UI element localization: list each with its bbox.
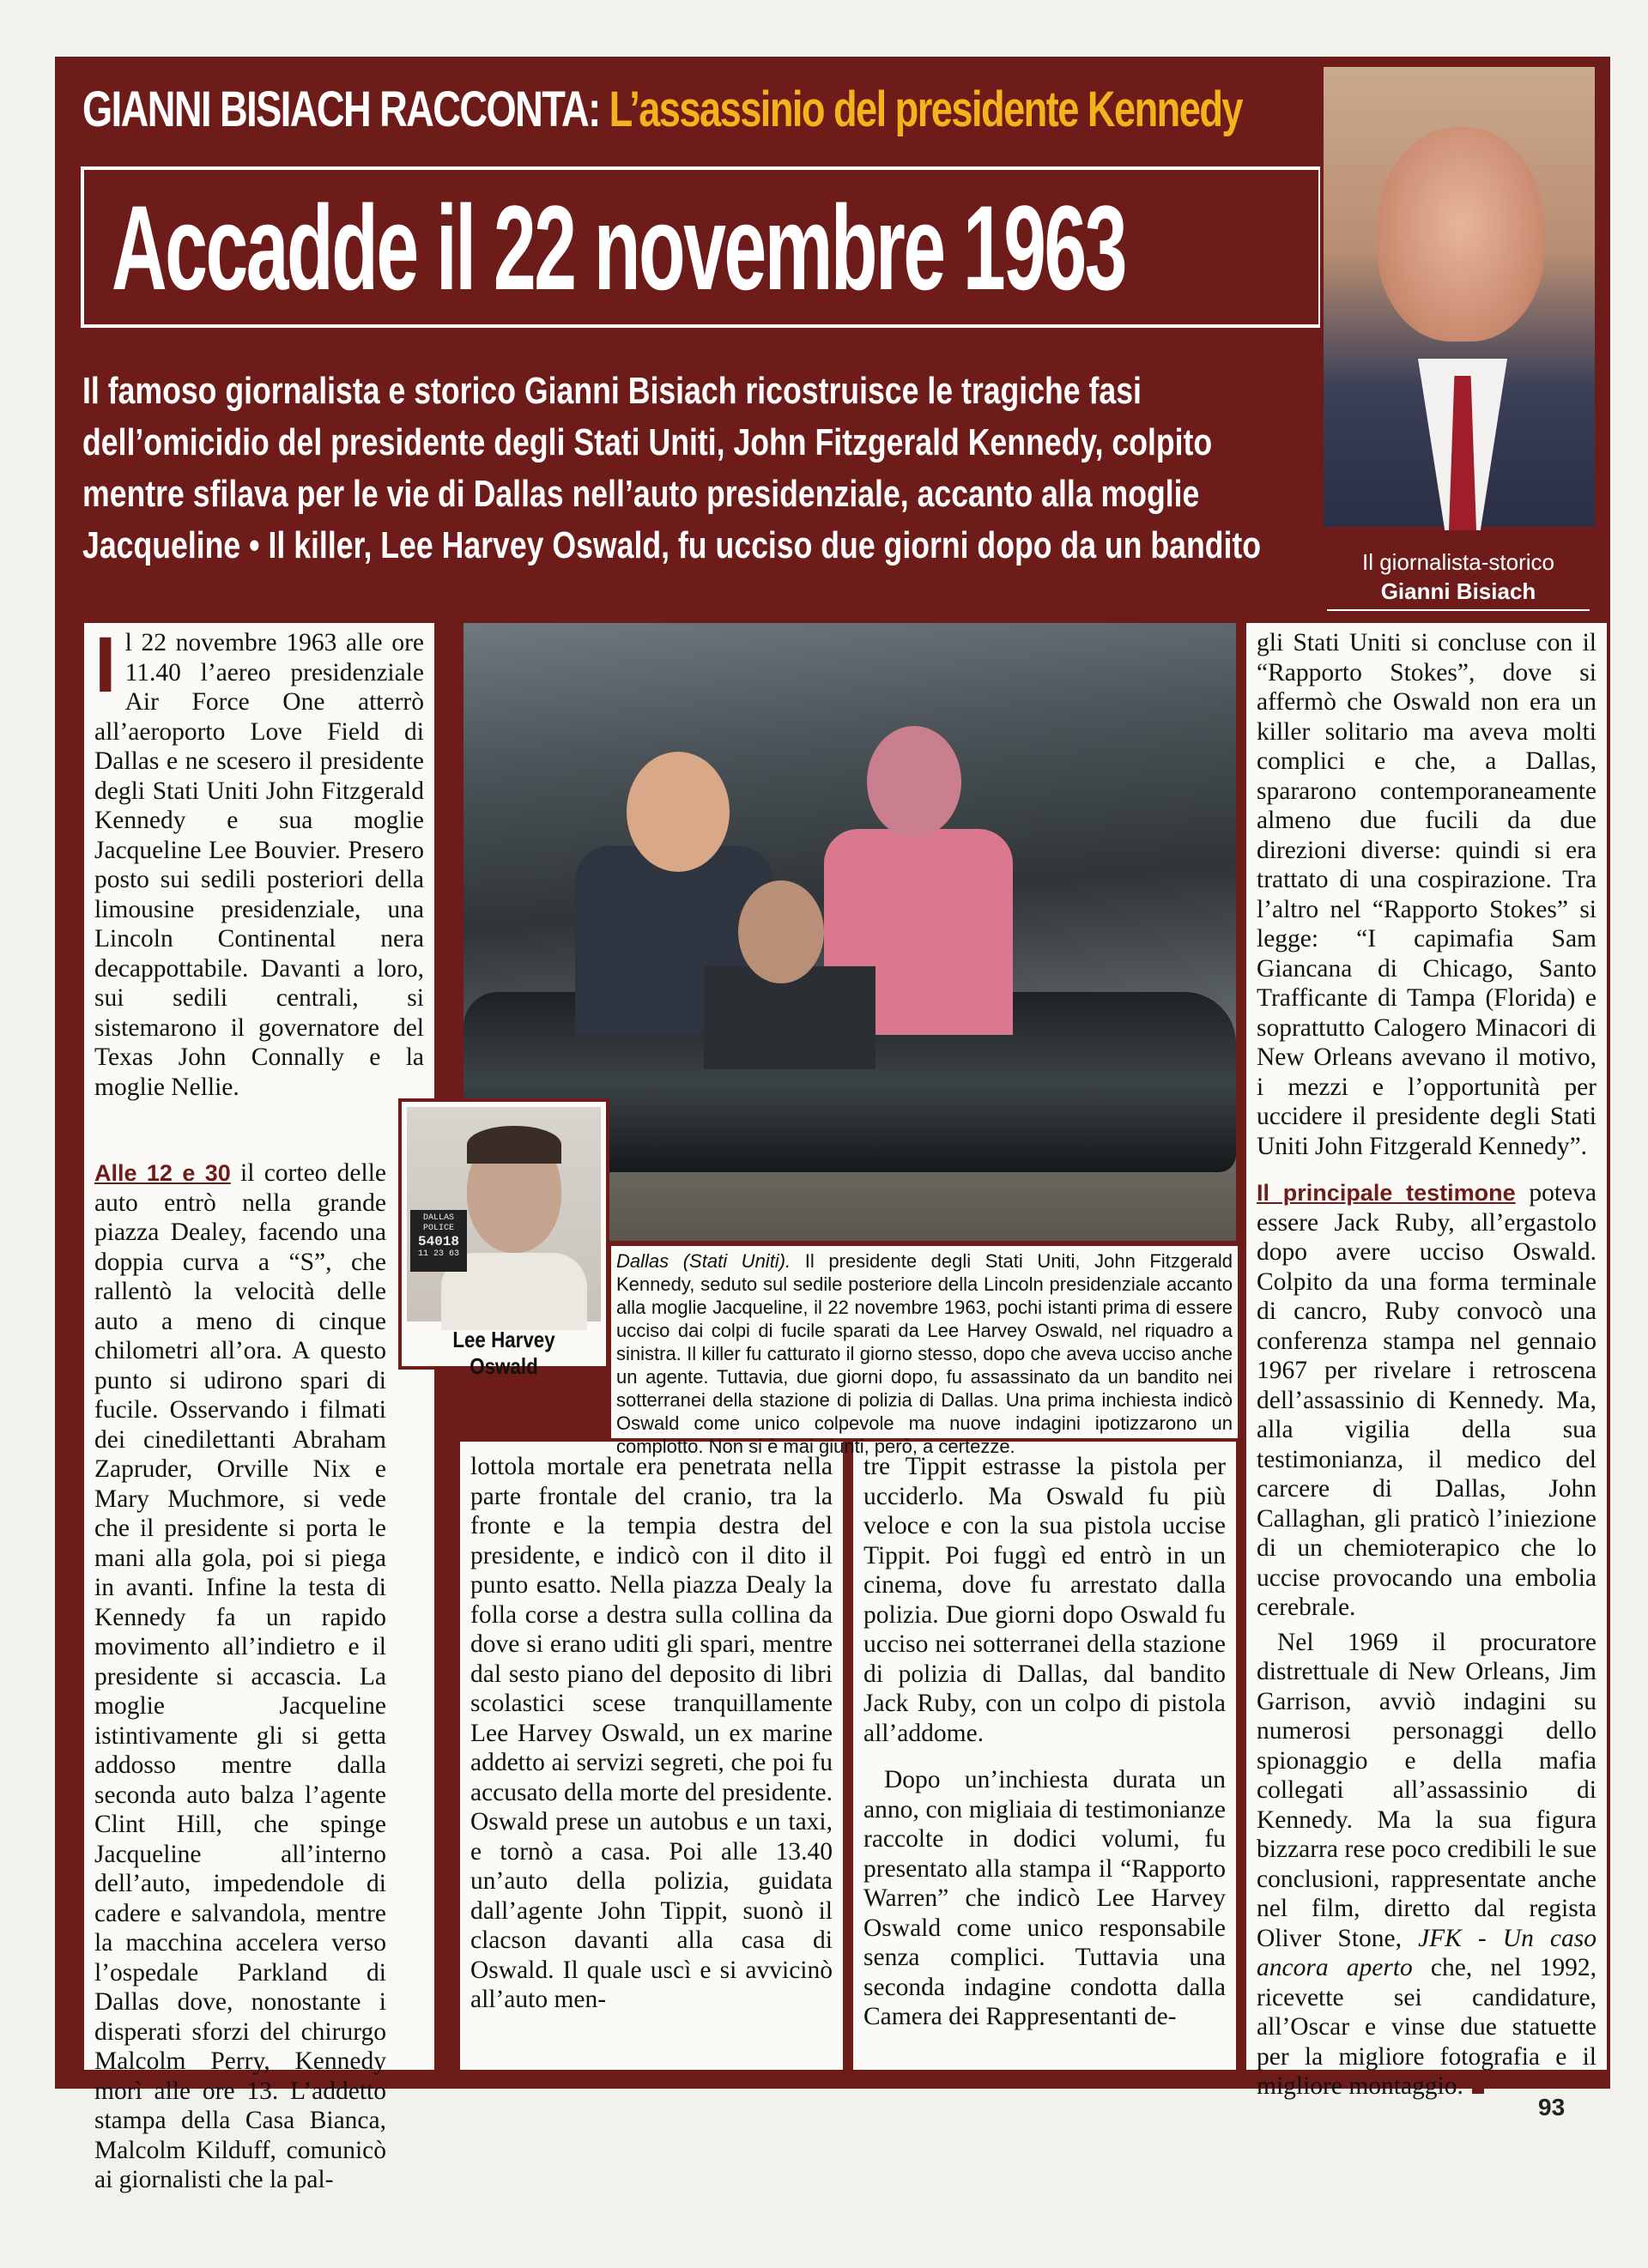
deck-line: Jacqueline • Il killer, Lee Harvey Oswald, fu ucciso due giorni dopo da un bandito [82, 524, 1262, 566]
photo-figure [627, 752, 730, 872]
plaque-top: DALLAS POLICE [422, 1213, 454, 1233]
oswald-mugshot [398, 1098, 609, 1379]
col4-text-3: Nel 1969 il procuratore distrettuale di New Orleans, Jim Garrison, avviò indagini su numerosi personaggi dello spionaggio e della mafia collegati all’assassinio di Kennedy. Ma la sua figura bizzarra rese poco credibili le sue conclusioni, rappresentate anche nel film, diretto dal regista Oliver Stone, [1257, 1628, 1596, 1952]
article-column-4 [1246, 623, 1607, 2100]
col4-text-2: poteva essere Jack Ruby, all’ergastolo dopo avere ucciso Oswald. Colpito da una forma terminale di cancro, Ruby convocò una conferenza stampa nel gennaio 1967 per rivelare i retroscena dell’assassinio di Kennedy. Ma, alla vigilia della sua testimonianza, il medico del carcere di Dallas, John Callaghan, gli praticò l’iniezione di un chemioterapico che lo uccise provocando una embolia cerebrale. [1257, 1179, 1596, 1621]
col1-text-2: il corteo delle auto entrò nella grande piazza Dealey, facendo una doppia curva a “S”, che rallentò la velocità delle auto a meno di cinque chilometri all’ora. A questo punto si udirono spari di fucile. Osservando i filmati dei cinedilettanti Abraham Zapruder, Orville Nix e Mary Muchmore, si vede che il presidente si porta le mani alla gola, poi si piega in avanti. Infine la testa di Kennedy fa un rapido movimento all’indietro e il presidente si accascia. La moglie Jacqueline istintivamente gli si getta addosso mentre dalla seconda auto balza l’agente Clint Hill, che spinge Jacqueline all’interno dell’auto, impedendole di cadere e salvandola, mentre la macchina accelera verso l’ospedale Parkland di Dallas dove, nonostante i disperati sforzi del chirurgo Malcolm Perry, Kennedy morì alle ore 13. L’addetto stampa della Casa Bianca, Malcolm Kilduff, comunicò ai giornalisti che la pal- [94, 1159, 386, 2193]
caption-text-2: Il killer fu catturato il giorno stesso, dopo che aveva ucciso anche un agente. Tuttavia, due giorni dopo, fu assassinato da un bandito nei sotterranei della stazione di polizia di Dallas. Una prima inchiesta indicò Oswald come unico colpevole ma nuove indagini ipotizzarono un complotto. Non si è mai giunti, però, a certezze. [616, 1343, 1233, 1457]
runin-heading: Il principale testimone [1257, 1180, 1516, 1206]
deck [82, 366, 1334, 572]
caption-rule [1327, 609, 1590, 611]
mugshot-image [407, 1107, 601, 1321]
mugshot-hair [467, 1126, 561, 1164]
caption-place: Dallas (Stati Uniti). [616, 1250, 791, 1272]
article-column-2 [460, 1442, 843, 2070]
kicker-lead: GIANNI BISIACH RACCONTA: [82, 82, 600, 137]
end-mark-icon [1472, 2082, 1484, 2094]
deck-line: dell’omicidio del presidente degli Stati Uniti, John Fitzgerald Kennedy, colpito [82, 421, 1213, 463]
plaque-number: 54018 [417, 1234, 459, 1249]
article-column-3 [853, 1442, 1236, 2070]
article-column-1-lower [84, 1121, 397, 2193]
mugshot-label: Lee Harvey Oswald [452, 1327, 555, 1379]
portrait-caption-name: Gianni Bisiach [1380, 578, 1536, 604]
paragraph [94, 621, 424, 1102]
kicker-topic: L’assassinio del presidente Kennedy [609, 82, 1243, 137]
photo-caption [611, 1246, 1238, 1457]
headline: Accadde il 22 novembre 1963 [112, 180, 1125, 315]
deck-line: Il famoso giornalista e storico Gianni Bisiach ricostruisce le tragiche fasi [82, 370, 1142, 412]
plaque-date: 11 23 63 [417, 1249, 459, 1259]
paragraph [1257, 1178, 1596, 1623]
paragraph [94, 1158, 386, 2195]
author-portrait [1320, 64, 1598, 530]
paragraph: Dopo un’inchiesta durata un anno, con migliaia di testimonianze raccolte in dodici volumi, fu presentato alla stampa il “Rapporto Warren” che indicò Lee Harvey Oswald come unico responsabile senza complici. Tuttavia una seconda indagine condotta dalla Camera dei Rappresentanti de- [863, 1766, 1226, 2030]
page-number: 93 [1538, 2094, 1566, 2120]
film-title: JFK - Un caso ancora aperto [1257, 1924, 1596, 1981]
drop-cap: I [94, 621, 117, 709]
paragraph: gli Stati Uniti si concluse con il “Rapporto Stokes”, dove si affermò che Oswald non era un killer solitario ma aveva molti complici e che, a Dallas, spararono contemporaneamente almeno due fucili da due direzioni diverse: quindi si era trattato di una cospirazione. Tra l’altro nel “Rapporto Stokes” si legge: “I capimafia Sam Giancana di Chicago, Santo Trafficante di Tampa (Florida) e soprattutto Calogero Minacori di New Orleans avevano il motivo, i mezzi e l’opportunità per uccidere il presidente degli Stati Uniti John Fitzgerald Kennedy”. [1257, 629, 1596, 1160]
kicker [82, 81, 1242, 138]
police-plaque [410, 1210, 467, 1272]
paragraph [1257, 1628, 1596, 2102]
portrait-caption [1317, 547, 1600, 611]
photo-figure [738, 880, 824, 983]
paragraph: tre Tippit estrasse la pistola per ucciderlo. Ma Oswald fu più veloce e con la sua pistola uccise Tippit. Poi fuggì ed entrò in un cinema, dove fu arrestato dalla polizia. Due giorni dopo Oswald fu ucciso nei sotterranei della stazione di polizia di Dallas, dal bandito Jack Ruby, con un colpo di pistola all’addome. [863, 1453, 1226, 1747]
headline-box [81, 166, 1322, 328]
portrait-caption-role: Il giornalista-storico [1362, 549, 1554, 575]
runin-heading: Alle 12 e 30 [94, 1160, 231, 1186]
col4-text-4: che, nel 1992, ricevette sei candidature, all’Oscar e vinse due statuette per la migliore fotografia e il migliore montaggio. [1257, 1954, 1596, 2100]
caption-text: Il presidente degli Stati Uniti, John Fitzgerald Kennedy, seduto sul sedile posteriore della Lincoln presidenziale accanto alla moglie Jacqueline, il 22 novembre 1963, pochi istanti prima di essere ucciso dai colpi di fucile sparati da Lee Harvey Oswald, nel riquadro a sinistra. [616, 1250, 1233, 1364]
photo-figure [867, 726, 961, 838]
col1-text: l 22 novembre 1963 alle ore 11.40 l’aereo presidenziale Air Force One atterrò all’aeroporto Love Field di Dallas e ne scesero il presidente degli Stati Uniti John Fitzgerald Kennedy e sua moglie Jacqueline Lee Bouvier. Presero posto sui sedili posteriori della limousine presidenziale, una Lincoln Continental nera decappottabile. Davanti a loro, sui sedili centrali, si sistemarono il governatore del Texas John Connally e la moglie Nellie. [94, 629, 424, 1101]
paragraph: lottola mortale era penetrata nella parte frontale del cranio, tra la fronte e la tempia destra del presidente, e indicò con il dito il punto esatto. Nella piazza Dealy la folla corse a destra sulla collina da dove si erano uditi gli spari, mentre dal sesto piano del deposito di libri scolastici scese tranquillamente Lee Harvey Oswald, un ex marine addetto ai servizi segreti, che poi fu accusato della morte del presidente. Oswald prese un autobus e un taxi, e tornò a casa. Poi alle 13.40 un’auto della polizia, guidata dall’agente John Tippit, suonò il clacson davanti alla casa di Oswald. Il quale uscì e si avvicinò all’auto men- [470, 1453, 833, 2013]
deck-line: mentre sfilava per le vie di Dallas nell’auto presidenziale, accanto alla moglie [82, 473, 1200, 515]
portrait-face [1377, 127, 1545, 342]
